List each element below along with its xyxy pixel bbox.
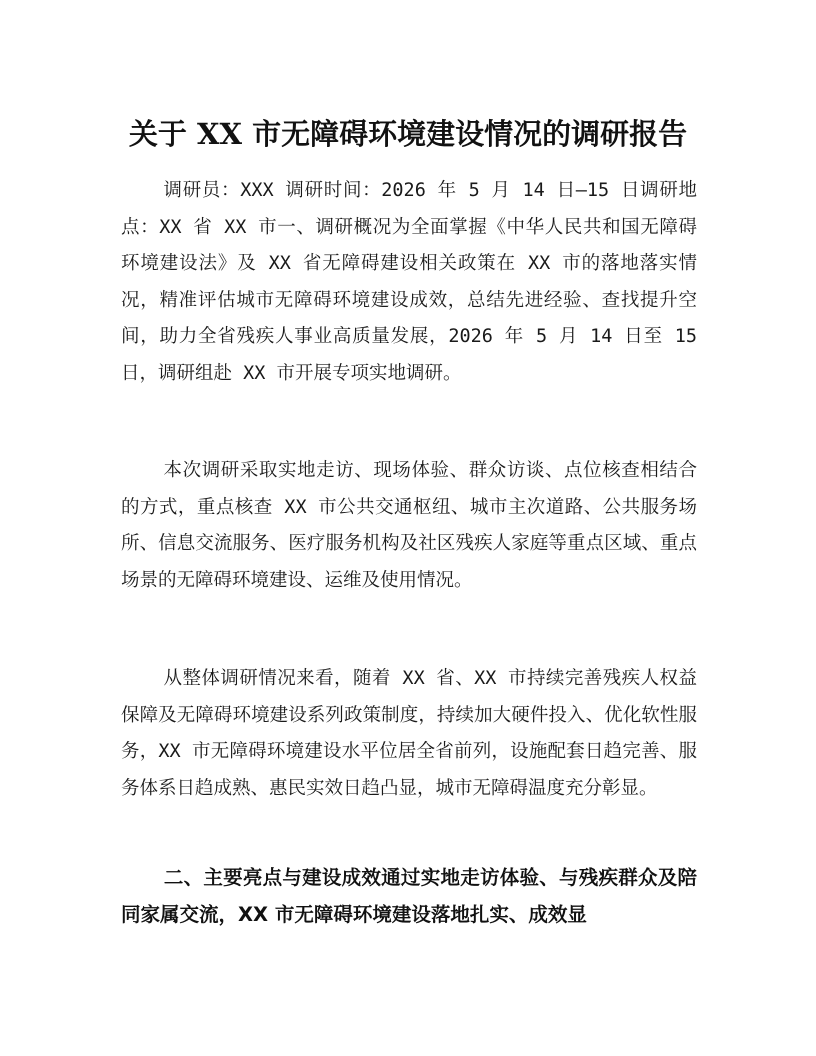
paragraph-overview: 调研员：XXX 调研时间：2026 年 5 月 14 日—15 日调研地点：XX 省 XX 市一、调研概况为全面掌握《中华人民共和国无障碍环境建设法》及 XX 省无障碍建设相关政策在 XX 市的落地落实情况，精准评估城市无障碍环境建设成效，总结先进经验、查找提升空间，助力全省残疾人事业高质量发展，2026 年 5 月 14 日至 15 日，调研组赴 XX 市开展专项实地调研。 [121, 180, 697, 384]
paragraph-summary: 从整体调研情况来看，随着 XX 省、XX 市持续完善残疾人权益保障及无障碍环境建设系列政策制度，持续加大硬件投入、优化软性服务，XX 市无障碍环境建设水平位居全省前列，设施配套日趋完善、服务体系日趋成熟、惠民实效日趋凸显，城市无障碍温度充分彰显。 [121, 668, 697, 799]
document-title: 关于 XX 市无障碍环境建设情况的调研报告 [128, 117, 688, 151]
paragraph-method: 本次调研采取实地走访、现场体验、群众访谈、点位核查相结合的方式，重点核查 XX 市公共交通枢纽、城市主次道路、公共服务场所、信息交流服务、医疗服务机构及社区残疾人家庭等重点区域、重点场景的无障碍环境建设、运维及使用情况。 [121, 460, 697, 591]
section-heading-highlights: 二、主要亮点与建设成效通过实地走访体验、与残疾群众及陪同家属交流，XX 市无障碍环境建设落地扎实、成效显 [121, 866, 697, 926]
